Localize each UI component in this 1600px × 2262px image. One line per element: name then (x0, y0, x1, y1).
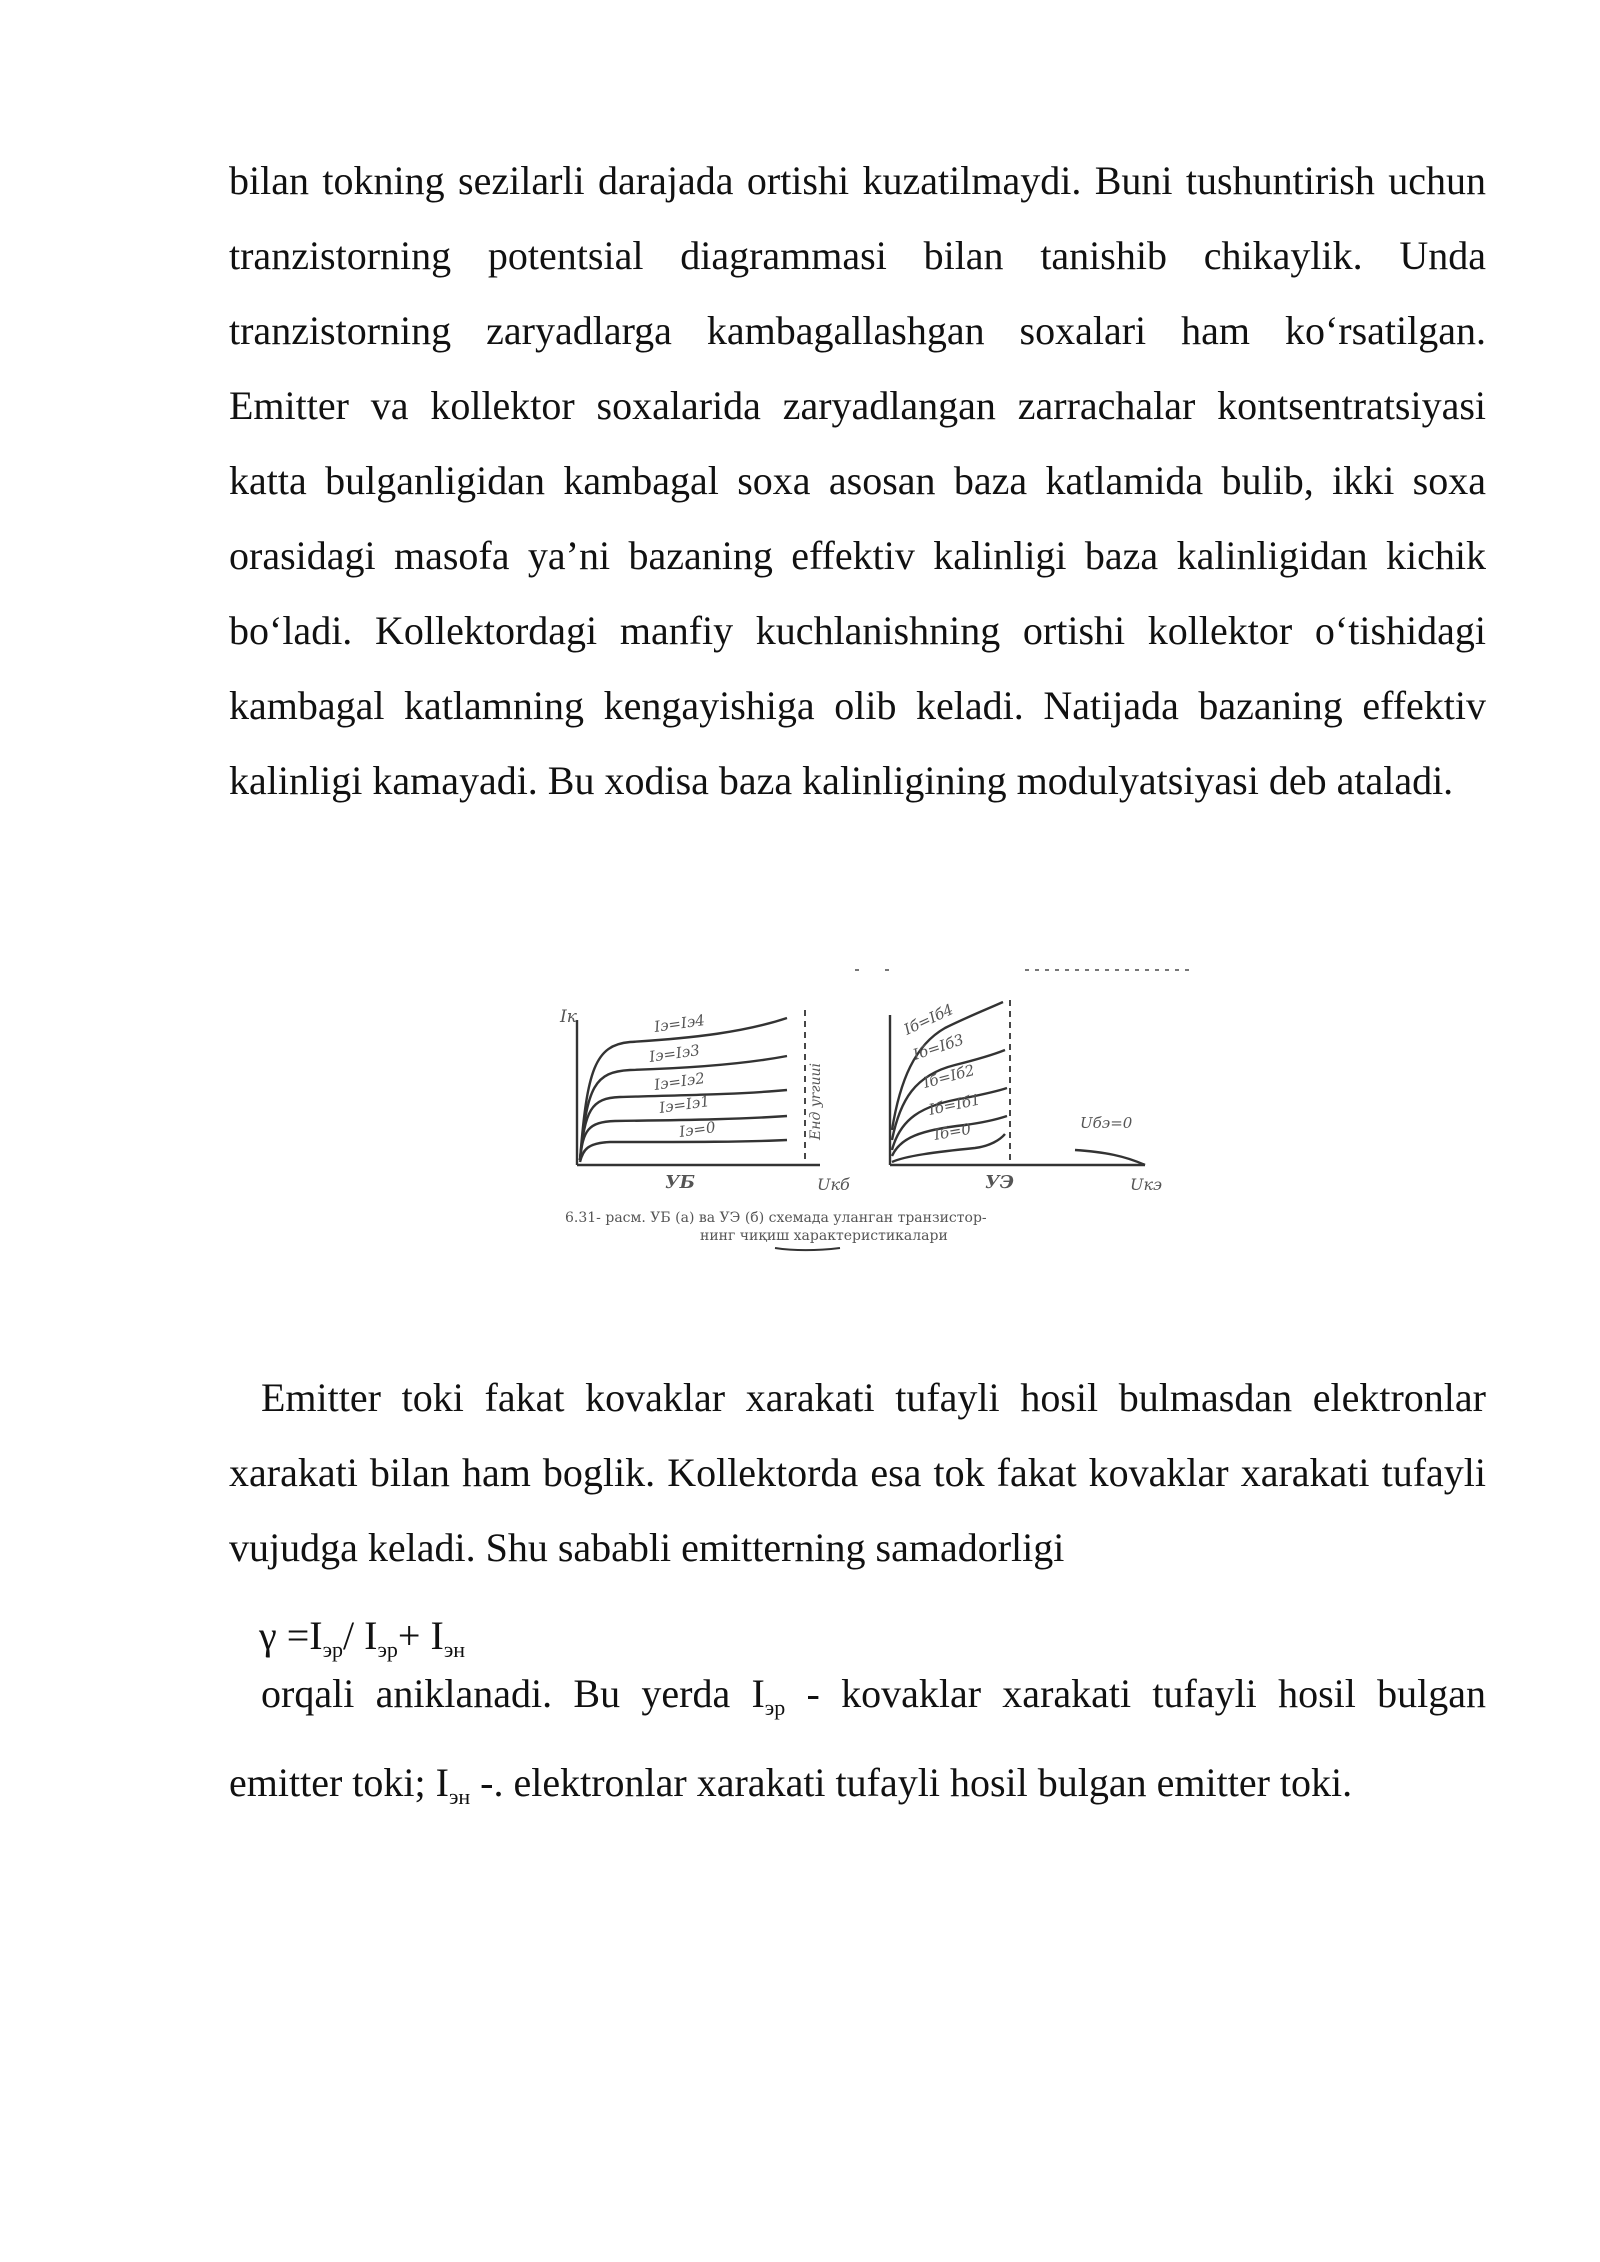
left-curve-0 (580, 1140, 787, 1162)
left-curve-label-3: Iэ=Iэ3 (648, 1041, 701, 1066)
paragraph-2: Emitter toki fakat kovaklar xarakati tufayli hosil bulmasdan elektronlar xarakati bilan ham boglik. Kollektorda esa tok fakat kovaklar xarakati tufayli vujudga keladi. Shu sababli emitterning samadorligi (229, 1375, 1486, 1570)
paragraph-3-sub-1: эр (764, 1695, 786, 1720)
paragraph-3-sub-2: эн (448, 1784, 471, 1809)
right-xlabel: Uкэ (1130, 1175, 1162, 1194)
right-curve-label-3: Iб=Iб3 (910, 1030, 966, 1064)
paragraph-3 (229, 1656, 1486, 1834)
paragraph-3-text-3: -. elektronlar xarakati tufayli hosil bulgan emitter toki. (470, 1760, 1353, 1805)
right-annotation: Uбэ=0 (1080, 1114, 1133, 1132)
left-curve-label-2: Iэ=Iэ2 (653, 1069, 706, 1094)
transistor-output-characteristics-figure (555, 960, 1195, 1270)
right-curve-label-0: Iб=0 (932, 1119, 973, 1144)
figure-caption (565, 1210, 987, 1250)
right-mode-label: УЭ (985, 1172, 1014, 1193)
paragraph-3-text-2: - kovaklar xarakati tufayli hosil bulgan emitter toki; I (229, 1671, 1486, 1805)
page-body (229, 143, 1486, 883)
left-mode-label: УБ (665, 1172, 695, 1193)
formula-div: / I (343, 1613, 378, 1658)
formula-sub-1: эр (322, 1637, 344, 1662)
caption-underline-mark (775, 1248, 840, 1250)
left-xlabel: Uкб (817, 1175, 850, 1194)
formula-gamma: γ (259, 1613, 277, 1658)
left-curve-label-1: Iэ=Iэ1 (658, 1092, 711, 1117)
formula-eq: =I (276, 1613, 323, 1658)
right-curve-label-4: Iб=Iб4 (901, 1000, 957, 1039)
formula-sub-2: эр (377, 1637, 398, 1662)
caption-line-2: нинг чиқиш характеристикалари (700, 1228, 948, 1244)
formula-plus: + I (397, 1613, 444, 1658)
paragraph-3-text-1: orqali aniklanadi. Bu yerda I (261, 1671, 765, 1716)
paragraph-1: bilan tokning sezilarli darajada ortishi kuzatilmaydi. Buni tushuntirish uchun tranzistorning potentsial diagrammasi bilan tanishib chikaylik. Unda tranzistorning zaryadlarga kambagallashgan soxalari ham ko‘rsatilgan. Emitter va kollektor soxalarida zaryadlangan zarrachalar kontsentratsiyasi katta bulganligidan kambagal soxa asosan baza katlamida bulib, ikki soxa orasidagi masofa ya’ni bazaning effektiv kalinligi baza kalinligidan kichik bo‘ladi. Kollektordagi manfiy kuchlanishning ortishi kollektor o‘tishidagi kambagal katlamning kengayishiga olib keladi. Natijada bazaning effektiv kalinligi kamayadi. Bu xodisa baza kalinligining modulyatsiyasi deb ataladi. (229, 158, 1486, 803)
right-curve-label-2: Iб=Iб2 (921, 1060, 977, 1092)
left-curve-label-4: Iэ=Iэ4 (653, 1011, 706, 1036)
caption-line-1: 6.31- расм. УБ (а) ва УЭ (б) схемада уланган транзистор- (565, 1210, 987, 1226)
left-ylabel: Iк (560, 1007, 577, 1027)
right-ubе0-curve (1075, 1150, 1145, 1165)
left-curve-label-0: Iэ=0 (678, 1118, 717, 1141)
paragraph-3-block (229, 1656, 1486, 1834)
right-curve-label-1: Iб=Iб1 (927, 1090, 982, 1119)
paragraph-2-block (229, 1360, 1486, 1585)
left-vertical-label: Eнд yrгuui (808, 1063, 824, 1140)
formula-sub-3: эн (443, 1637, 466, 1662)
